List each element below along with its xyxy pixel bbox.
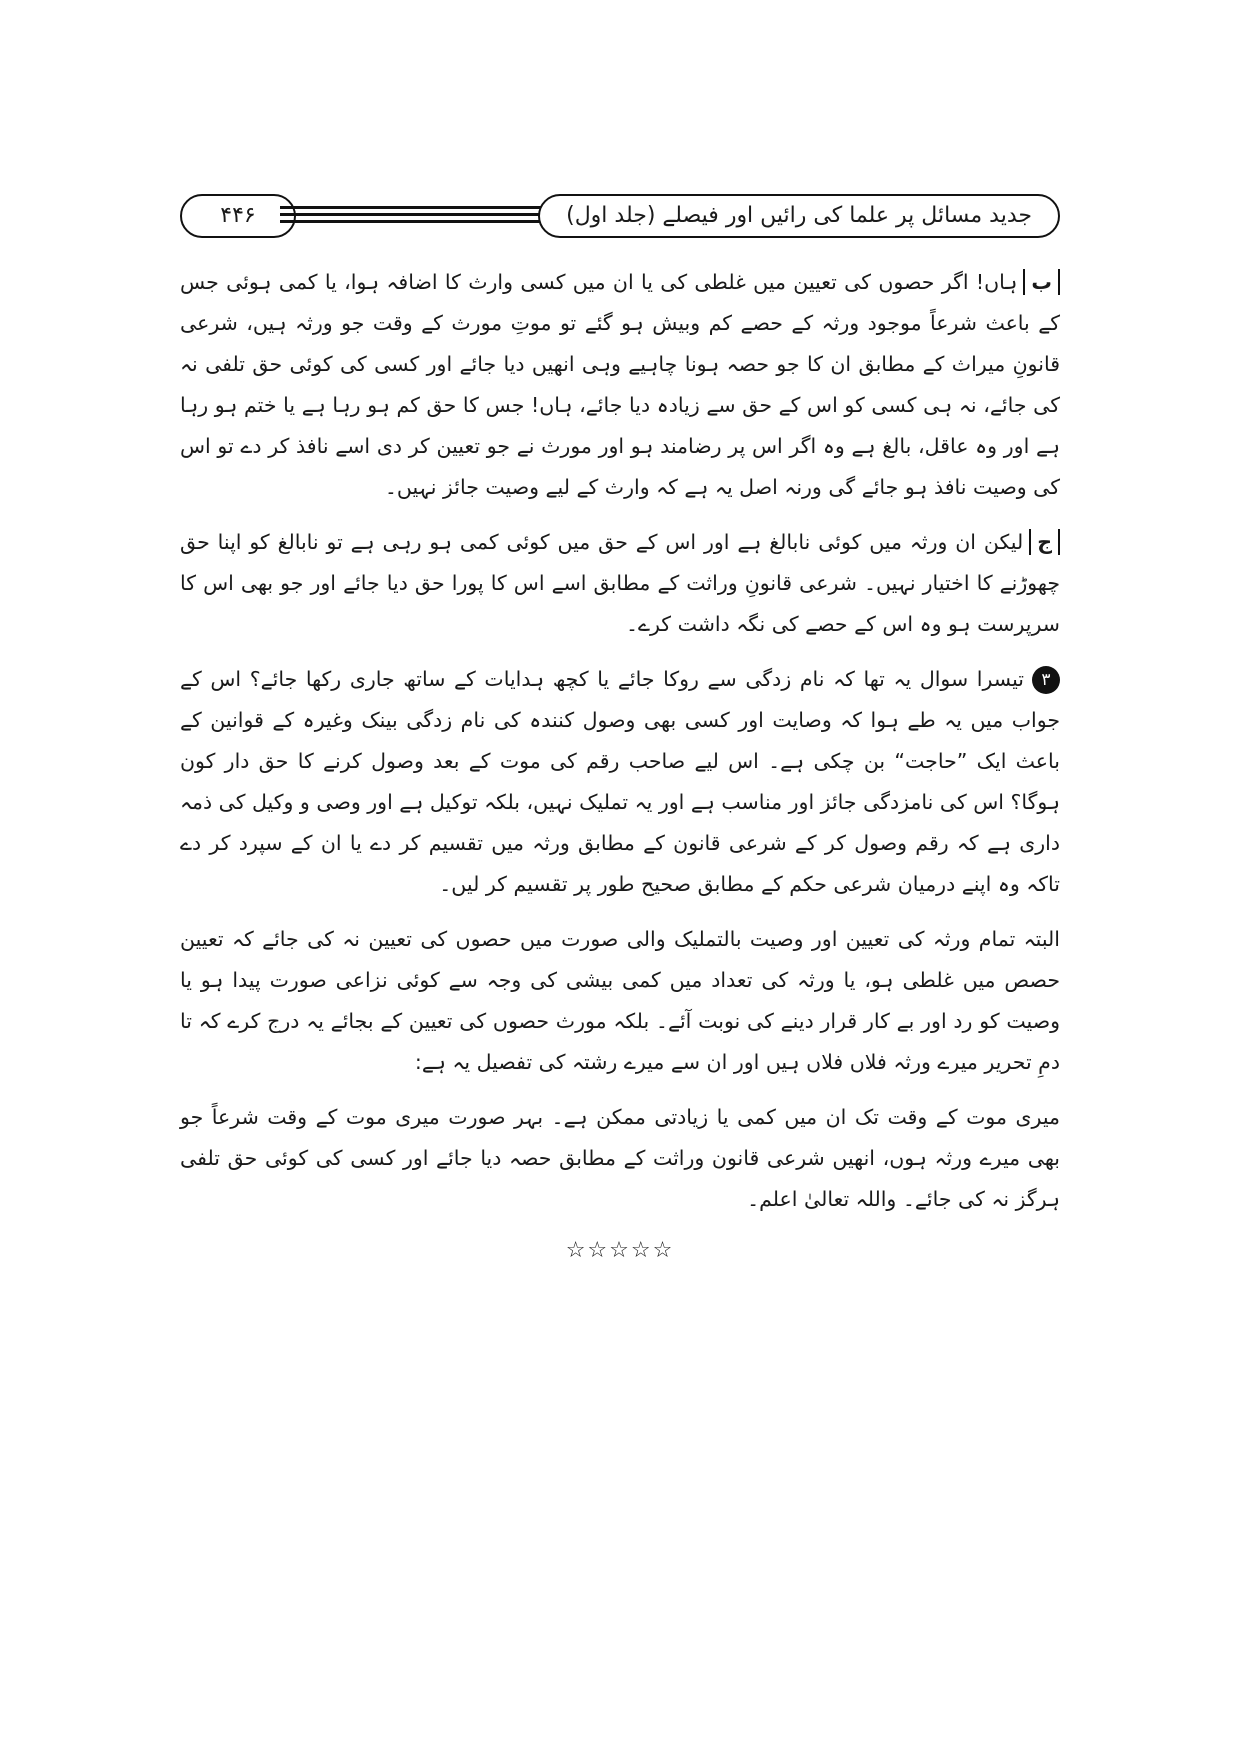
question-3 (180, 659, 1060, 905)
body-text (180, 262, 1060, 1271)
section-b-text: ہاں! اگر حصوں کی تعیین میں غلطی کی یا ان میں کسی وارث کا اضافہ ہوا، یا کمی ہوئی جس کے باعث شرعاً موجود ورثہ کے حصے کم وبیش ہو گئے تو موتِ مورث کے وقت جو ورثہ ہیں، شرعی قانونِ میراث کے مطابق ان کا جو حصہ ہونا چاہیے وہی انھیں دیا جائے اور کسی کی کوئی حق تلفی نہ کی جائے، نہ ہی کسی کو اس کے حق سے زیادہ دیا جائے، ہاں! جس کا حق کم ہو رہا ہے یا ختم ہو رہا ہے اور وہ عاقل، بالغ ہے وہ اگر اس پر رضامند ہو اور مورث نے جو تعیین کر دی اسے نافذ کر دے تو اس کی وصیت نافذ ہو جائے گی ورنہ اصل یہ ہے کہ وارث کے لیے وصیت جائز نہیں۔ (180, 270, 1060, 499)
question-3-text: تیسرا سوال یہ تھا کہ نام زدگی سے روکا جائے یا کچھ ہدایات کے ساتھ جاری رکھا جائے؟ اس کے جواب میں یہ طے ہوا کہ وصایت اور کسی بھی وصول کنندہ کی نام زدگی بینک وغیرہ کے قوانین کے باعث ایک ”حاجت“ بن چکی ہے۔ اس لیے صاحب رقم کی موت کے بعد وصول کرنے کا حق دار کون ہوگا؟ اس کی نامزدگی جائز اور مناسب ہے اور یہ تملیک نہیں، بلکہ توکیل ہے اور وصی و وکیل کی ذمہ داری ہے کہ رقم وصول کر کے شرعی قانون کے مطابق ورثہ میں تقسیم کر دے یا ان کے سپرد کر دے تاکہ وہ اپنے درمیان شرعی حکم کے مطابق صحیح طور پر تقسیم کر لیں۔ (180, 667, 1060, 896)
question-number-badge: ۳ (1032, 666, 1060, 694)
note-paragraph: البتہ تمام ورثہ کی تعیین اور وصیت بالتملیک والی صورت میں حصوں کی تعیین نہ کی جائے کہ تعیین حصص میں غلطی ہو، یا ورثہ کی تعداد میں کمی بیشی کی وجہ سے کوئی نزاعی صورت پیدا ہو یا وصیت کو رد اور بے کار قرار دینے کی نوبت آئے۔ بلکہ مورث حصوں کی تعیین کے بجائے یہ درج کرے کہ تا دمِ تحریر میرے ورثہ فلاں فلاں ہیں اور ان سے میرے رشتہ کی تفصیل یہ ہے: (180, 927, 1060, 1074)
section-marker-j: ج (1029, 529, 1060, 555)
separator-stars: ☆☆☆☆☆ (565, 1238, 675, 1263)
closing-paragraph: میری موت کے وقت تک ان میں کمی یا زیادتی ممکن ہے۔ بہر صورت میری موت کے وقت شرعاً جو بھی میرے ورثہ ہوں، انھیں شرعی قانون وراثت کے مطابق حصہ دیا جائے اور کسی کی کوئی حق تلفی ہرگز نہ کی جائے۔ واللہ تعالیٰ اعلم۔ (180, 1105, 1060, 1211)
book-title: جدید مسائل پر علما کی رائیں اور فیصلے (جلد اول) (538, 194, 1060, 238)
section-j (180, 522, 1060, 645)
page-header (180, 190, 1060, 246)
section-marker-b: ب (1023, 269, 1060, 295)
section-b (180, 262, 1060, 508)
page-number: ۴۴۶ (180, 194, 296, 238)
section-j-text: لیکن ان ورثہ میں کوئی نابالغ ہے اور اس کے حق میں کوئی کمی ہو رہی ہے تو نابالغ کو اپنا حق چھوڑنے کا اختیار نہیں۔ شرعی قانونِ وراثت کے مطابق اسے اس کا پورا حق دیا جائے اور جو بھی اس کا سرپرست ہو وہ اس کے حصے کی نگہ داشت کرے۔ (180, 530, 1060, 636)
